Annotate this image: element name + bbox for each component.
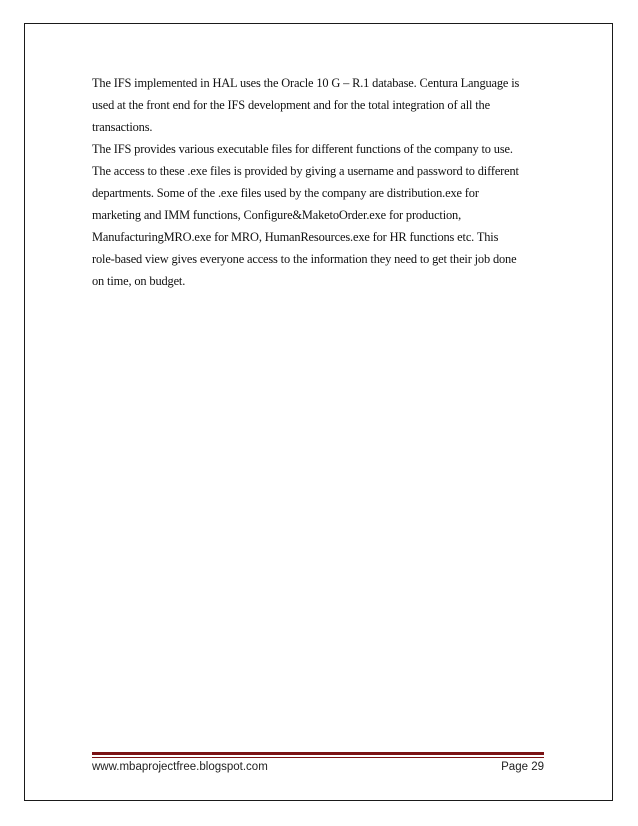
text-line: The IFS provides various executable files for different functions of the company to use. bbox=[92, 142, 513, 156]
page-number: Page 29 bbox=[501, 761, 544, 773]
paragraph-executable-files bbox=[92, 138, 552, 292]
text-line: transactions. bbox=[92, 120, 153, 134]
footer-rule-thin bbox=[92, 757, 544, 758]
text-line: The access to these .exe files is provided by giving a username and password to different bbox=[92, 164, 519, 178]
text-line: ManufacturingMRO.exe for MRO, HumanResources.exe for HR functions etc. This bbox=[92, 230, 499, 244]
paragraph-ifs-database bbox=[92, 72, 552, 138]
footer-rule-thick bbox=[92, 752, 544, 755]
page-body bbox=[92, 72, 552, 292]
text-line: used at the front end for the IFS development and for the total integration of all the bbox=[92, 98, 490, 112]
text-line: role-based view gives everyone access to the information they need to get their job done bbox=[92, 252, 517, 266]
text-line: marketing and IMM functions, Configure&MaketoOrder.exe for production, bbox=[92, 208, 462, 222]
footer-url: www.mbaprojectfree.blogspot.com bbox=[92, 761, 268, 773]
text-line: on time, on budget. bbox=[92, 274, 186, 288]
text-line: The IFS implemented in HAL uses the Oracle 10 G – R.1 database. Centura Language is bbox=[92, 76, 520, 90]
text-line: departments. Some of the .exe files used by the company are distribution.exe for bbox=[92, 186, 479, 200]
